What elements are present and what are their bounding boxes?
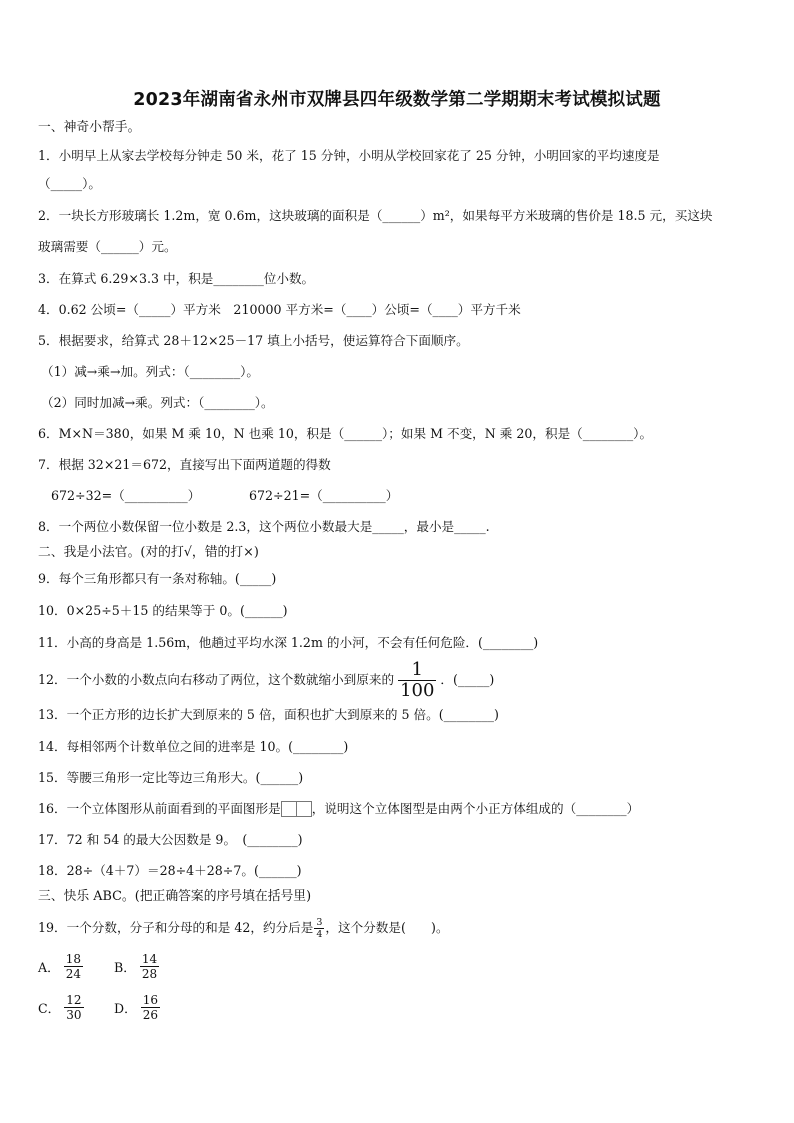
fraction-denominator: 4 (316, 929, 323, 940)
question-11: 11．小高的身高是 1.56m，他趟过平均水深 1.2m 的小河，不会有任何危险．(________) (38, 635, 539, 650)
question-12-tail: ．(_____) (440, 672, 495, 687)
question-14: 14．每相邻两个计数单位之间的进率是 10。(________) (38, 739, 349, 754)
section-heading-1: 一、神奇小帮手。 (38, 120, 141, 135)
section-heading-2: 二、我是小法官。(对的打√，错的打×) (38, 545, 259, 560)
question-4: 4．0.62 公顷=（_____）平方米 210000 平方米=（____）公顷=（____）平方千米 (38, 302, 521, 317)
fraction-numerator: 3 (316, 916, 323, 928)
option-fraction (141, 994, 160, 1021)
option-c[interactable] (38, 994, 110, 1021)
options-row-2 (38, 994, 160, 1021)
option-d[interactable] (114, 994, 160, 1021)
fraction-numerator: 1 (411, 659, 423, 680)
option-letter: B． (114, 960, 136, 975)
options-row-1 (38, 953, 159, 980)
question-7: 7．根据 32×21＝672，直接写出下面两道题的得数 (38, 457, 331, 472)
option-fraction (64, 994, 83, 1021)
option-fraction (140, 953, 159, 980)
section-heading-3: 三、快乐 ABC。(把正确答案的序号填在括号里) (38, 889, 312, 904)
fraction-denominator: 26 (142, 1008, 158, 1022)
question-10: 10．0×25÷5＋15 的结果等于 0。(______) (38, 603, 288, 618)
option-a[interactable] (38, 953, 110, 980)
question-2-line-1: 2．一块长方形玻璃长 1.2m，宽 0.6m，这块玻璃的面积是（______）m²，如果每平方米玻璃的售价是 18.5 元，买这块 (38, 208, 713, 223)
cube-face-left (281, 801, 297, 817)
option-fraction (64, 953, 83, 980)
option-b[interactable] (114, 953, 159, 980)
question-6: 6．M×N＝380，如果 M 乘 10，N 也乘 10，积是（______）；如果 M 不变，N 乘 20，积是（________）。 (38, 426, 653, 441)
question-13: 13．一个正方形的边长扩大到原来的 5 倍，面积也扩大到原来的 5 倍。(________) (38, 707, 499, 722)
question-19 (38, 913, 764, 943)
question-1-line-1: 1．小明早上从家去学校每分钟走 50 米，花了 15 分钟，小明从学校回家花了 25 分钟，小明回家的平均速度是 (38, 148, 660, 163)
question-5: 5．根据要求，给算式 28＋12×25－17 填上小括号，使运算符合下面顺序。 (38, 333, 469, 348)
fraction-numerator: 12 (66, 993, 82, 1007)
question-19-text: 19．一个分数，分子和分母的和是 42，约分后是 (38, 920, 314, 935)
question-18: 18．28÷（4＋7）＝28÷4＋28÷7。(______) (38, 863, 302, 878)
question-5-part-1: （1）减→乘→加。列式：（________）。 (41, 364, 260, 379)
question-19-tail: ，这个分数是( )。 (325, 920, 449, 935)
question-3: 3．在算式 6.29×3.3 中，积是________位小数。 (38, 271, 315, 286)
question-8: 8．一个两位小数保留一位小数是 2.3，这个两位小数最大是_____，最小是_____. (38, 519, 490, 534)
question-7-part-a: 672÷32=（__________） (51, 488, 201, 503)
question-17: 17．72 和 54 的最大公因数是 9。 (________) (38, 832, 303, 847)
question-16-text: 16．一个立体图形从前面看到的平面图形是 (38, 801, 281, 816)
question-16 (38, 801, 764, 817)
fraction-denominator: 30 (66, 1008, 82, 1022)
question-2-line-2: 玻璃需要（______）元。 (38, 239, 177, 254)
question-15: 15．等腰三角形一定比等边三角形大。(______) (38, 770, 304, 785)
question-12-text: 12．一个小数的小数点向右移动了两位，这个数就缩小到原来的 (38, 672, 395, 687)
cube-face-right (297, 801, 312, 817)
option-letter: A． (38, 960, 60, 975)
page-title: 2023年湖南省永州市双牌县四年级数学第二学期期末考试模拟试题 (133, 90, 661, 110)
fraction-numerator: 14 (141, 952, 158, 966)
option-letter: D． (114, 1001, 137, 1016)
question-16-tail: ，说明这个立体图型是由两个小正方体组成的（________） (311, 801, 640, 816)
question-5-part-2: （2）同时加减→乘。列式：（________）。 (41, 395, 274, 410)
fraction-numerator: 16 (142, 993, 158, 1007)
fraction-denominator: 100 (400, 680, 435, 701)
fraction-denominator: 28 (141, 967, 158, 981)
question-1-line-2: （_____）。 (38, 176, 101, 191)
fraction-numerator: 18 (65, 952, 81, 966)
question-7-part-b: 672÷21=（__________） (249, 488, 399, 503)
fraction-denominator: 24 (65, 967, 81, 981)
option-letter: C． (38, 1001, 61, 1016)
question-9: 9．每个三角形都只有一条对称轴。(_____) (38, 571, 277, 586)
question-19-fraction (314, 918, 324, 940)
question-12 (38, 660, 764, 700)
question-12-fraction (398, 661, 436, 700)
